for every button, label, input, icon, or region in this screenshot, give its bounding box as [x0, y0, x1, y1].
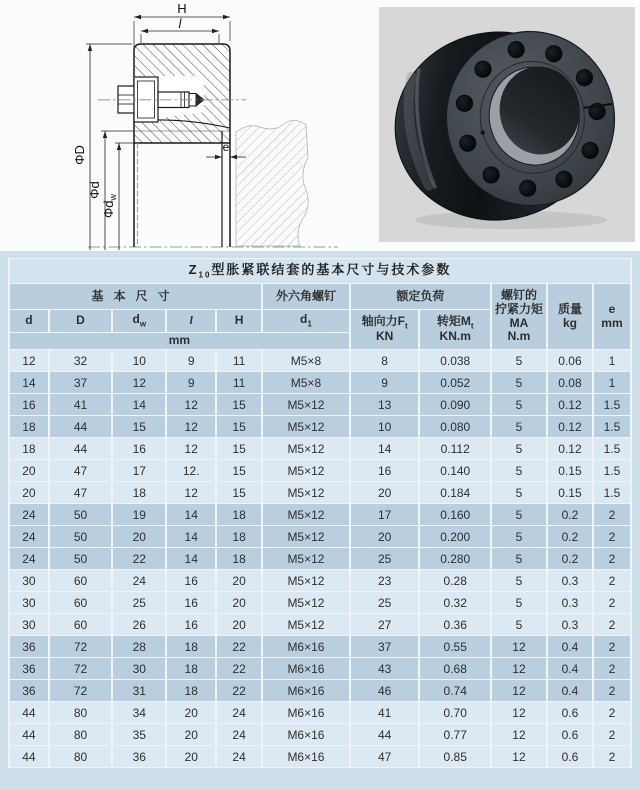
table-cell: 9: [166, 350, 216, 372]
table-cell: 0.15: [547, 460, 593, 482]
dim-label-e: e: [222, 140, 230, 154]
table-cell: 37: [350, 636, 420, 658]
table-row: [9, 526, 631, 548]
table-cell: 34: [112, 702, 166, 724]
table-row: [9, 746, 631, 768]
col-header-H: H: [216, 310, 262, 333]
table-cell: 1: [593, 350, 631, 372]
table-cell: 12: [166, 482, 216, 504]
table-cell: 0.3: [547, 570, 593, 592]
table-cell: 22: [216, 680, 262, 702]
table-cell: 50: [49, 548, 112, 570]
table-cell: 10: [350, 416, 420, 438]
table-cell: 17: [350, 504, 420, 526]
table-cell: 44: [49, 438, 112, 460]
table-cell: 2: [593, 746, 631, 768]
table-cell: 5: [491, 416, 547, 438]
table-cell: 17: [112, 460, 166, 482]
table-cell: M5×12: [262, 526, 350, 548]
table-cell: 60: [49, 570, 112, 592]
col-header-D: D: [49, 310, 112, 333]
table-body: [9, 350, 631, 768]
table-cell: 1.5: [593, 394, 631, 416]
table-row: [9, 680, 631, 702]
table-cell: 18: [9, 416, 49, 438]
table-cell: 44: [9, 746, 49, 768]
phantom-hub-hatch: [236, 120, 308, 246]
table-cell: 28: [112, 636, 166, 658]
table-cell: 14: [9, 372, 49, 394]
table-cell: 15: [216, 394, 262, 416]
dim-label-phidw: $\Phi d_w$: [101, 193, 118, 219]
table-cell: 25: [350, 592, 420, 614]
table-cell: 0.080: [419, 416, 491, 438]
table-cell: 22: [216, 658, 262, 680]
table-cell: 14: [350, 438, 420, 460]
table-cell: 5: [491, 482, 547, 504]
table-cell: 0.4: [547, 658, 593, 680]
table-cell: 26: [112, 614, 166, 636]
table-cell: 2: [593, 658, 631, 680]
table-cell: 36: [9, 636, 49, 658]
table-cell: 8: [350, 350, 420, 372]
table-cell: 5: [491, 394, 547, 416]
table-cell: 0.2: [547, 526, 593, 548]
table-cell: 37: [49, 372, 112, 394]
table-cell: 36: [112, 746, 166, 768]
spec-table: [8, 258, 632, 768]
table-cell: 15: [216, 438, 262, 460]
table-cell: M5×12: [262, 504, 350, 526]
table-cell: 60: [49, 614, 112, 636]
table-cell: 20: [350, 526, 420, 548]
col-header-mass: 质量 kg: [547, 284, 593, 350]
table-cell: M5×8: [262, 350, 350, 372]
table-cell: 30: [9, 570, 49, 592]
table-cell: 15: [216, 482, 262, 504]
table-cell: 60: [49, 592, 112, 614]
table-cell: 12: [491, 658, 547, 680]
table-row: [9, 592, 631, 614]
table-cell: 2: [593, 724, 631, 746]
table-cell: 18: [166, 636, 216, 658]
table-cell: M5×12: [262, 570, 350, 592]
table-cell: 23: [350, 570, 420, 592]
table-cell: 16: [166, 592, 216, 614]
table-cell: 5: [491, 548, 547, 570]
table-row: [9, 416, 631, 438]
table-title-row: [9, 259, 631, 284]
table-cell: 18: [166, 680, 216, 702]
table-cell: 0.200: [419, 526, 491, 548]
table-cell: 13: [350, 394, 420, 416]
spec-table-wrap: [8, 258, 632, 768]
table-row: [9, 614, 631, 636]
table-cell: 0.052: [419, 372, 491, 394]
table-cell: 2: [593, 636, 631, 658]
table-cell: 50: [49, 504, 112, 526]
table-cell: 1.5: [593, 460, 631, 482]
table-cell: 0.68: [419, 658, 491, 680]
table-row: [9, 636, 631, 658]
table-cell: 5: [491, 526, 547, 548]
table-cell: 2: [593, 702, 631, 724]
table-cell: 27: [350, 614, 420, 636]
table-cell: 14: [166, 504, 216, 526]
table-cell: 0.77: [419, 724, 491, 746]
table-cell: 47: [350, 746, 420, 768]
table-cell: 15: [216, 416, 262, 438]
sleeve-walls: [134, 131, 230, 247]
table-cell: 1.5: [593, 482, 631, 504]
table-cell: 12: [491, 636, 547, 658]
table-cell: 24: [9, 548, 49, 570]
col-header-axial-force: 轴向力$F_t$ KN: [350, 310, 420, 350]
table-cell: 72: [49, 636, 112, 658]
dim-label-phiD: ΦD: [72, 145, 87, 165]
table-cell: 0.6: [547, 724, 593, 746]
table-cell: 15: [216, 460, 262, 482]
table-cell: 0.3: [547, 614, 593, 636]
table-cell: 36: [9, 658, 49, 680]
table-cell: 32: [49, 350, 112, 372]
table-cell: 14: [112, 394, 166, 416]
table-cell: M5×12: [262, 592, 350, 614]
table-cell: 14: [166, 526, 216, 548]
table-cell: 0.08: [547, 372, 593, 394]
table-cell: 20: [9, 460, 49, 482]
table-cell: M6×16: [262, 702, 350, 724]
table-row: [9, 394, 631, 416]
table-cell: 50: [49, 526, 112, 548]
dim-label-l: l: [178, 16, 182, 31]
unit-mm: mm: [9, 333, 350, 350]
technical-drawing: [0, 0, 345, 252]
table-cell: M6×16: [262, 658, 350, 680]
table-cell: 18: [216, 526, 262, 548]
table-cell: 24: [216, 746, 262, 768]
table-cell: 20: [216, 592, 262, 614]
table-cell: 24: [216, 724, 262, 746]
table-cell: M5×12: [262, 614, 350, 636]
table-cell: 46: [350, 680, 420, 702]
table-row: [9, 438, 631, 460]
table-cell: 22: [112, 548, 166, 570]
table-cell: 0.3: [547, 592, 593, 614]
table-cell: 5: [491, 350, 547, 372]
table-cell: 0.2: [547, 504, 593, 526]
table-cell: 18: [216, 504, 262, 526]
table-cell: 20: [166, 724, 216, 746]
table-cell: 0.038: [419, 350, 491, 372]
table-cell: 2: [593, 614, 631, 636]
table-cell: 20: [216, 614, 262, 636]
table-cell: 20: [350, 482, 420, 504]
table-cell: 44: [350, 724, 420, 746]
table-cell: M5×12: [262, 482, 350, 504]
cross-section-svg: [0, 0, 345, 252]
table-cell: 72: [49, 680, 112, 702]
table-row: [9, 460, 631, 482]
table-cell: 16: [350, 460, 420, 482]
table-cell: M6×16: [262, 746, 350, 768]
table-cell: 0.2: [547, 548, 593, 570]
table-cell: 11: [216, 350, 262, 372]
table-cell: 18: [216, 548, 262, 570]
table-cell: 20: [112, 526, 166, 548]
table-cell: 24: [9, 504, 49, 526]
table-cell: 12: [491, 724, 547, 746]
table-cell: 5: [491, 372, 547, 394]
table-cell: 9: [166, 372, 216, 394]
dimension-phiD: [86, 44, 132, 250]
table-row: [9, 702, 631, 724]
table-cell: 0.55: [419, 636, 491, 658]
table-cell: 24: [112, 570, 166, 592]
table-cell: 44: [9, 702, 49, 724]
table-cell: M6×16: [262, 680, 350, 702]
table-cell: 0.28: [419, 570, 491, 592]
table-cell: 16: [112, 438, 166, 460]
table-cell: 12: [166, 394, 216, 416]
table-cell: M5×12: [262, 416, 350, 438]
table-row: [9, 350, 631, 372]
col-header-l: l: [166, 310, 216, 333]
table-cell: 0.12: [547, 416, 593, 438]
table-row: [9, 482, 631, 504]
table-cell: 18: [112, 482, 166, 504]
table-title: $Z_{10}$型胀紧联结套的基本尺寸与技术参数: [9, 259, 631, 284]
col-header-e: e mm: [593, 284, 631, 350]
col-header-d: d: [9, 310, 49, 333]
table-cell: 0.140: [419, 460, 491, 482]
table-cell: 24: [216, 702, 262, 724]
dim-label-phid: Φd: [87, 181, 102, 199]
col-header-tightening-torque: 螺钉的 拧紧力矩 MA N.m: [491, 284, 547, 350]
table-cell: 43: [350, 658, 420, 680]
table-cell: 0.6: [547, 746, 593, 768]
table-cell: 72: [49, 658, 112, 680]
table-cell: 36: [9, 680, 49, 702]
table-cell: M5×12: [262, 394, 350, 416]
table-cell: 0.4: [547, 680, 593, 702]
table-cell: 20: [9, 482, 49, 504]
table-cell: 80: [49, 702, 112, 724]
table-cell: 47: [49, 460, 112, 482]
table-cell: 9: [350, 372, 420, 394]
table-cell: 12: [491, 680, 547, 702]
table-row: [9, 570, 631, 592]
locking-assembly-photo-svg: [379, 7, 635, 242]
table-cell: 14: [166, 548, 216, 570]
table-cell: 20: [166, 746, 216, 768]
group-hex-screw: 外六角螺钉: [262, 284, 350, 310]
table-cell: 19: [112, 504, 166, 526]
table-cell: 16: [166, 570, 216, 592]
table-cell: 12: [112, 372, 166, 394]
table-cell: 2: [593, 680, 631, 702]
table-cell: 41: [350, 702, 420, 724]
table-cell: 0.15: [547, 482, 593, 504]
table-cell: 0.280: [419, 548, 491, 570]
table-cell: 2: [593, 592, 631, 614]
table-row: [9, 548, 631, 570]
table-cell: 31: [112, 680, 166, 702]
table-cell: M5×8: [262, 372, 350, 394]
table-cell: 2: [593, 504, 631, 526]
table-cell: 0.70: [419, 702, 491, 724]
table-cell: 0.184: [419, 482, 491, 504]
col-header-d1: $d_1$: [262, 310, 350, 333]
table-cell: 0.36: [419, 614, 491, 636]
table-cell: 30: [9, 614, 49, 636]
table-cell: 0.85: [419, 746, 491, 768]
table-cell: 41: [49, 394, 112, 416]
table-cell: 15: [112, 416, 166, 438]
table-cell: 12: [491, 702, 547, 724]
table-cell: 12: [166, 438, 216, 460]
table-cell: 0.4: [547, 636, 593, 658]
table-cell: 25: [112, 592, 166, 614]
table-cell: 80: [49, 746, 112, 768]
table-cell: 24: [9, 526, 49, 548]
table-cell: 16: [166, 614, 216, 636]
table-cell: 18: [166, 658, 216, 680]
table-cell: 12: [491, 746, 547, 768]
table-cell: 0.112: [419, 438, 491, 460]
table-cell: 30: [112, 658, 166, 680]
table-cell: 1.5: [593, 438, 631, 460]
group-basic-dimensions: 基本尺寸: [9, 284, 262, 310]
table-cell: M5×12: [262, 438, 350, 460]
table-row: [9, 724, 631, 746]
table-cell: 0.090: [419, 394, 491, 416]
table-cell: 25: [350, 548, 420, 570]
table-cell: 5: [491, 504, 547, 526]
table-cell: 5: [491, 570, 547, 592]
table-cell: 1.5: [593, 416, 631, 438]
table-cell: 80: [49, 724, 112, 746]
table-cell: 2: [593, 548, 631, 570]
table-cell: 0.06: [547, 350, 593, 372]
table-cell: 11: [216, 372, 262, 394]
table-cell: 12: [9, 350, 49, 372]
table-cell: 0.6: [547, 702, 593, 724]
table-cell: 0.12: [547, 394, 593, 416]
table-cell: 20: [216, 570, 262, 592]
table-cell: 5: [491, 460, 547, 482]
table-cell: M6×16: [262, 724, 350, 746]
table-cell: 12.: [166, 460, 216, 482]
table-cell: 18: [9, 438, 49, 460]
table-cell: 1: [593, 372, 631, 394]
table-cell: 0.74: [419, 680, 491, 702]
table-cell: M5×12: [262, 460, 350, 482]
table-cell: 5: [491, 438, 547, 460]
table-cell: 35: [112, 724, 166, 746]
col-header-torque: 转矩$M_t$ KN.m: [419, 310, 491, 350]
table-cell: 2: [593, 570, 631, 592]
table-cell: 2: [593, 526, 631, 548]
table-cell: M6×16: [262, 636, 350, 658]
table-row: [9, 658, 631, 680]
table-cell: 20: [166, 702, 216, 724]
table-cell: 0.160: [419, 504, 491, 526]
table-cell: 5: [491, 592, 547, 614]
table-cell: 12: [166, 416, 216, 438]
header-group-row: [9, 284, 631, 310]
table-cell: M5×12: [262, 548, 350, 570]
table-cell: 10: [112, 350, 166, 372]
table-row: [9, 372, 631, 394]
table-cell: 22: [216, 636, 262, 658]
table-cell: 0.32: [419, 592, 491, 614]
table-cell: 5: [491, 614, 547, 636]
group-rated-load: 额定负荷: [350, 284, 491, 310]
table-cell: 47: [49, 482, 112, 504]
table-cell: 44: [9, 724, 49, 746]
table-cell: 16: [9, 394, 49, 416]
table-cell: 0.12: [547, 438, 593, 460]
table-cell: 30: [9, 592, 49, 614]
table-cell: 44: [49, 416, 112, 438]
product-photo: [379, 7, 635, 242]
table-row: [9, 504, 631, 526]
dim-label-H: H: [177, 1, 187, 16]
col-header-dw: $d_w$: [112, 310, 166, 333]
